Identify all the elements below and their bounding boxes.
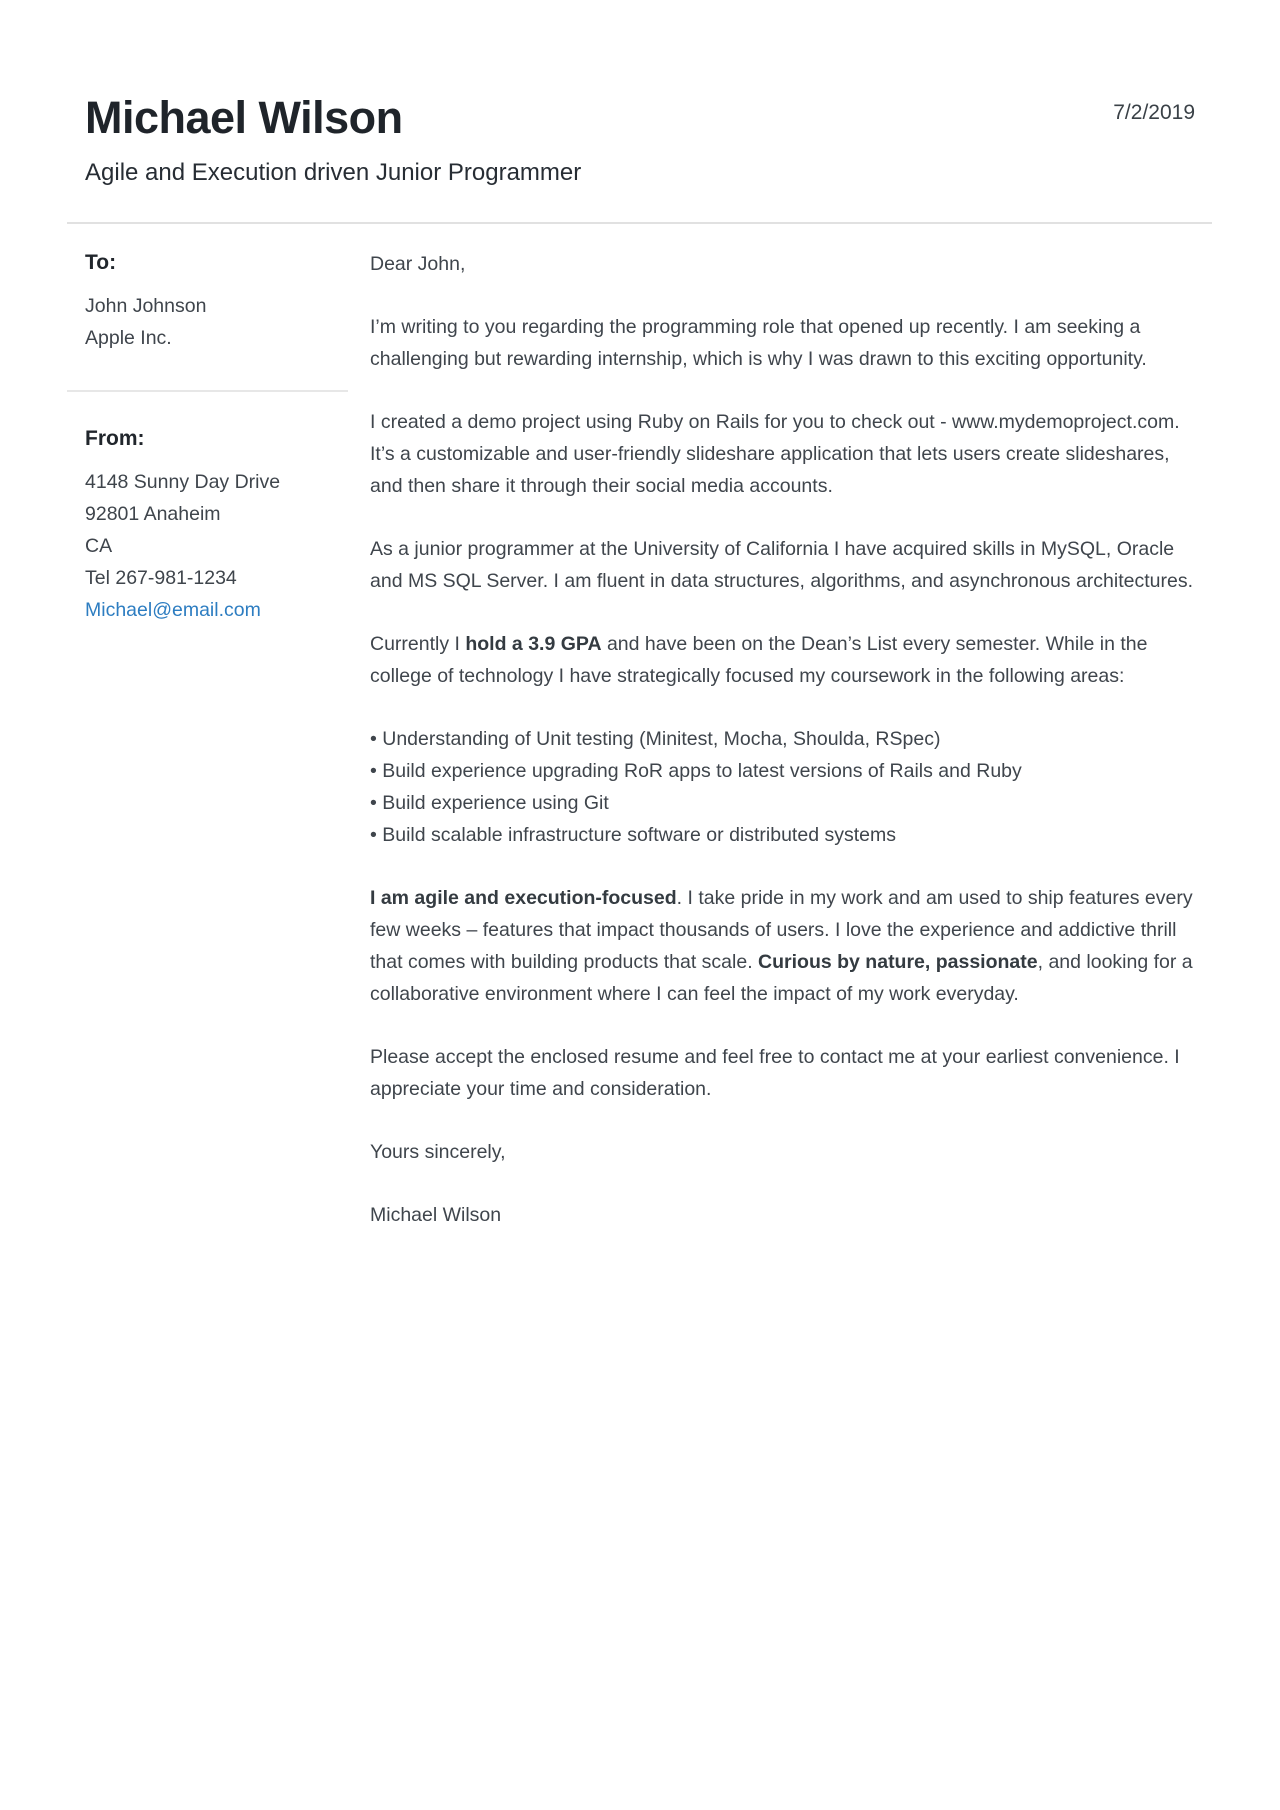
sender-phone: Tel 267-981-1234: [85, 567, 237, 589]
person-subtitle: Agile and Execution driven Junior Programmer: [85, 159, 582, 186]
bullet-list: [370, 723, 1195, 851]
letter-paragraph: [370, 882, 1195, 1010]
letter-paragraph: [370, 311, 1195, 375]
bold-text-run: Curious by nature, passionate: [758, 951, 1038, 973]
text-run: Dear John,: [370, 253, 466, 275]
bullet-item: • Understanding of Unit testing (Minitest, Mocha, Shoulda, RSpec): [370, 728, 941, 750]
text-run: I created a demo project using Ruby on Rails for you to check out - www.mydemoproject.com. It’s a customizable and user-friendly slideshare application that lets users create slideshares, and then share it through their social media accounts.: [370, 411, 1180, 497]
contact-sidebar: [67, 248, 348, 626]
text-run: Please accept the enclosed resume and feel free to contact me at your earliest convenience. I appreciate your time and consideration.: [370, 1046, 1180, 1100]
letter-paragraph: [370, 628, 1195, 692]
letter-body: [348, 248, 1212, 1231]
letter-columns: [67, 224, 1212, 1231]
recipient-section: [67, 248, 348, 354]
recipient-company: Apple Inc.: [85, 327, 172, 349]
bullet-item: • Build scalable infrastructure software or distributed systems: [370, 824, 896, 846]
letter-paragraph: [370, 1199, 1195, 1231]
sender-heading: From:: [85, 427, 145, 450]
letter-paragraph: [370, 406, 1195, 502]
bold-text-run: I am agile and execution-focused: [370, 887, 677, 909]
letter-paragraph: [370, 533, 1195, 597]
text-run: Yours sincerely,: [370, 1141, 506, 1163]
sender-address-line: 92801 Anaheim: [85, 503, 221, 525]
bullet-item: • Build experience upgrading RoR apps to latest versions of Rails and Ruby: [370, 760, 1022, 782]
recipient-heading: To:: [85, 251, 117, 274]
letter-paragraph: [370, 248, 1195, 280]
sender-address-line: 4148 Sunny Day Drive: [85, 471, 281, 493]
recipient-name: John Johnson: [85, 295, 207, 317]
text-run: and have been on the Dean’s List every semester. While in the college of technology I have strategically focused my coursework in the following areas:: [370, 633, 1148, 687]
bold-text-run: hold a 3.9 GPA: [465, 633, 602, 655]
letter-paragraph: [370, 1041, 1195, 1105]
bullet-item: • Build experience using Git: [370, 792, 609, 814]
letter-header: [0, 0, 1280, 189]
sender-address-line: CA: [85, 535, 113, 557]
header-row: [85, 92, 1195, 144]
letter-paragraph: [370, 1136, 1195, 1168]
letter-date: 7/2/2019: [1113, 101, 1195, 124]
sidebar-divider: [67, 390, 348, 392]
text-run: Currently I: [370, 633, 466, 655]
sender-section: [67, 424, 348, 626]
text-run: Michael Wilson: [370, 1204, 502, 1226]
text-run: . I take pride in my work and am used to ship features every few weeks – features that impact thousands of users. I love the experience and addictive thrill that comes with building products that scale.: [370, 887, 1193, 973]
person-name: Michael Wilson: [85, 92, 403, 143]
sender-email-link[interactable]: Michael@email.com: [85, 599, 261, 621]
text-run: I’m writing to you regarding the programming role that opened up recently. I am seeking a challenging but rewarding internship, which is why I was drawn to this exciting opportunity.: [370, 316, 1147, 370]
text-run: As a junior programmer at the University of California I have acquired skills in MySQL, Oracle and MS SQL Server. I am fluent in data structures, algorithms, and asynchronous architectures.: [370, 538, 1194, 592]
text-run: , and looking for a collaborative environment where I can feel the impact of my work everyday.: [370, 951, 1193, 1005]
